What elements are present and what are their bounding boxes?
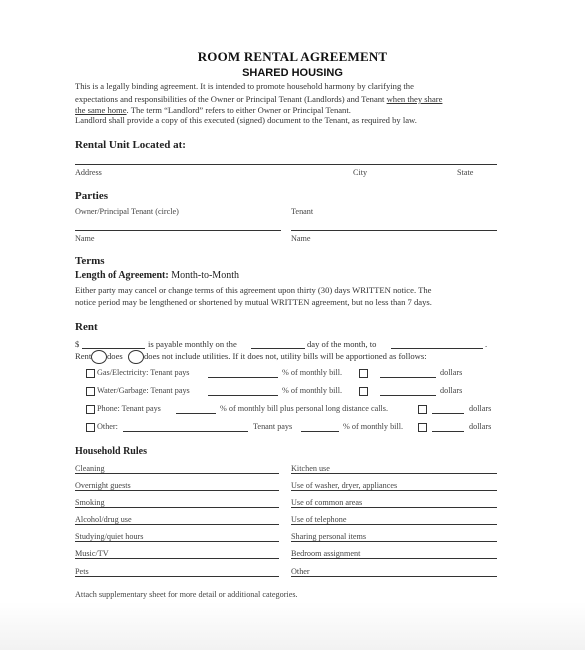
tenant-label: Tenant xyxy=(291,207,314,216)
intro-line-3-text: . The term “Landlord” refers to either Owner or Principal Tenant. xyxy=(126,105,351,115)
rule-label-kitchen-use: Kitchen use xyxy=(291,464,330,473)
owner-name-field[interactable] xyxy=(75,230,281,231)
gas-electricity-checkbox[interactable] xyxy=(86,369,95,378)
owner-label: Owner/Principal Tenant (circle) xyxy=(75,207,179,216)
rule-field-telephone[interactable] xyxy=(291,524,497,525)
does-circle-option[interactable] xyxy=(91,350,107,364)
water-garbage-percent-field[interactable] xyxy=(208,395,278,396)
rule-label-music-tv: Music/TV xyxy=(75,549,109,558)
rule-label-other: Other xyxy=(291,567,310,576)
intro-line-2-underlined: when they share xyxy=(386,94,443,104)
rule-field-kitchen-use[interactable] xyxy=(291,473,497,474)
other-utility-checkbox[interactable] xyxy=(86,423,95,432)
rent-payee-field[interactable] xyxy=(391,348,483,349)
rent-day-field[interactable] xyxy=(251,348,305,349)
gas-electricity-percent-field[interactable] xyxy=(208,377,278,378)
document-title: ROOM RENTAL AGREEMENT xyxy=(197,49,388,64)
tenant-name-field[interactable] xyxy=(291,230,497,231)
water-garbage-dollars-checkbox[interactable] xyxy=(359,387,368,396)
phone-percent-text: % of monthly bill plus personal long distance calls. xyxy=(220,404,389,413)
other-utility-dollars-field[interactable] xyxy=(432,431,464,432)
rule-label-pets: Pets xyxy=(75,567,89,576)
rule-field-washer-dryer[interactable] xyxy=(291,490,497,491)
other-utility-percent-field[interactable] xyxy=(301,431,339,432)
phone-label: Phone: Tenant pays xyxy=(97,404,161,413)
other-utility-percent-text: % of monthly bill. xyxy=(343,422,404,431)
rent-day-text: day of the month, to xyxy=(307,339,377,349)
rule-label-cleaning: Cleaning xyxy=(75,464,105,473)
rule-field-smoking[interactable] xyxy=(75,507,279,508)
address-field[interactable] xyxy=(75,164,497,165)
does-not-text: does not include utilities. If it does not, utility bills will be apportioned as follows: xyxy=(144,351,427,361)
length-of-agreement xyxy=(75,270,239,281)
rule-label-alcohol-drug-use: Alcohol/drug use xyxy=(75,515,132,524)
phone-dollars-checkbox[interactable] xyxy=(418,405,427,414)
intro-line-2 xyxy=(75,94,442,104)
water-garbage-label: Water/Garbage: Tenant pays xyxy=(97,386,190,395)
intro-line-3-underlined: the same home xyxy=(75,105,127,115)
phone-dollars-field[interactable] xyxy=(432,413,464,414)
other-utility-name-field[interactable] xyxy=(123,431,248,432)
gas-electricity-percent-text: % of monthly bill. xyxy=(282,368,343,377)
rule-field-other[interactable] xyxy=(291,576,497,577)
rule-label-telephone: Use of telephone xyxy=(291,515,347,524)
other-utility-dollars-label: dollars xyxy=(469,422,492,431)
rent-amount-field[interactable] xyxy=(82,348,145,349)
rule-field-studying-quiet-hours[interactable] xyxy=(75,541,279,542)
rule-field-bedroom-assignment[interactable] xyxy=(291,558,497,559)
rule-field-overnight-guests[interactable] xyxy=(75,490,279,491)
intro-line-2-text: expectations and responsibilities of the Owner or Principal Tenant (Landlords) and Tenant xyxy=(75,94,387,104)
terms-text-1: Either party may cancel or change terms of this agreement upon thirty (30) days WRITTEN notice. The xyxy=(75,285,432,295)
water-garbage-percent-text: % of monthly bill. xyxy=(282,386,343,395)
rule-field-alcohol-drug-use[interactable] xyxy=(75,524,279,525)
page-bottom-shade xyxy=(0,602,585,650)
phone-checkbox[interactable] xyxy=(86,405,95,414)
phone-dollars-label: dollars xyxy=(469,404,492,413)
rule-label-sharing-items: Sharing personal items xyxy=(291,532,367,541)
gas-electricity-dollars-field[interactable] xyxy=(380,377,436,378)
rule-label-washer-dryer: Use of washer, dryer, appliances xyxy=(291,481,398,490)
water-garbage-dollars-label: dollars xyxy=(440,386,463,395)
rule-label-smoking: Smoking xyxy=(75,498,105,507)
intro-line-4: Landlord shall provide a copy of this executed (signed) document to the Tenant, as required by law. xyxy=(75,115,417,125)
phone-percent-field[interactable] xyxy=(176,413,216,414)
footer-note: Attach supplementary sheet for more detail or additional categories. xyxy=(75,590,298,599)
rule-label-studying-quiet-hours: Studying/quiet hours xyxy=(75,532,144,541)
water-garbage-dollars-field[interactable] xyxy=(380,395,436,396)
water-garbage-checkbox[interactable] xyxy=(86,387,95,396)
terms-heading: Terms xyxy=(75,255,105,267)
rent-dollar-sign: $ xyxy=(75,339,80,349)
rent-payable-text: is payable monthly on the xyxy=(148,339,237,349)
gas-electricity-dollars-label: dollars xyxy=(440,368,463,377)
length-value: Month-to-Month xyxy=(168,270,239,281)
rule-field-sharing-items[interactable] xyxy=(291,541,497,542)
state-label: State xyxy=(457,168,474,177)
rent-word: Rent xyxy=(75,351,92,361)
rule-field-pets[interactable] xyxy=(75,576,279,577)
rule-label-common-areas: Use of common areas xyxy=(291,498,363,507)
rule-label-bedroom-assignment: Bedroom assignment xyxy=(291,549,361,558)
length-label: Length of Agreement: xyxy=(75,270,169,281)
rent-heading: Rent xyxy=(75,321,98,333)
other-utility-dollars-checkbox[interactable] xyxy=(418,423,427,432)
owner-name-label: Name xyxy=(75,234,95,243)
gas-electricity-dollars-checkbox[interactable] xyxy=(359,369,368,378)
parties-heading: Parties xyxy=(75,190,108,202)
gas-electricity-label: Gas/Electricity: Tenant pays xyxy=(97,368,190,377)
rule-label-overnight-guests: Overnight guests xyxy=(75,481,131,490)
other-utility-label: Other: xyxy=(97,422,118,431)
rule-field-cleaning[interactable] xyxy=(75,473,279,474)
rule-field-music-tv[interactable] xyxy=(75,558,279,559)
does-text: does xyxy=(107,351,123,361)
rent-period: . xyxy=(485,339,488,349)
document-subtitle: SHARED HOUSING xyxy=(242,67,343,79)
other-utility-tenant-pays: Tenant pays xyxy=(253,422,293,431)
city-label: City xyxy=(353,168,368,177)
household-rules-heading: Household Rules xyxy=(75,446,147,457)
terms-text-2: notice period may be lengthened or shortened by mutual WRITTEN agreement, but no less than 7 days. xyxy=(75,297,432,307)
does-not-circle-option[interactable] xyxy=(128,350,144,364)
address-label: Address xyxy=(75,168,102,177)
tenant-name-label: Name xyxy=(291,234,311,243)
rental-unit-heading: Rental Unit Located at: xyxy=(75,139,186,151)
intro-line-3 xyxy=(75,105,351,115)
intro-line-1: This is a legally binding agreement. It is intended to promote household harmony by clarifying the xyxy=(75,81,414,91)
rule-field-common-areas[interactable] xyxy=(291,507,497,508)
